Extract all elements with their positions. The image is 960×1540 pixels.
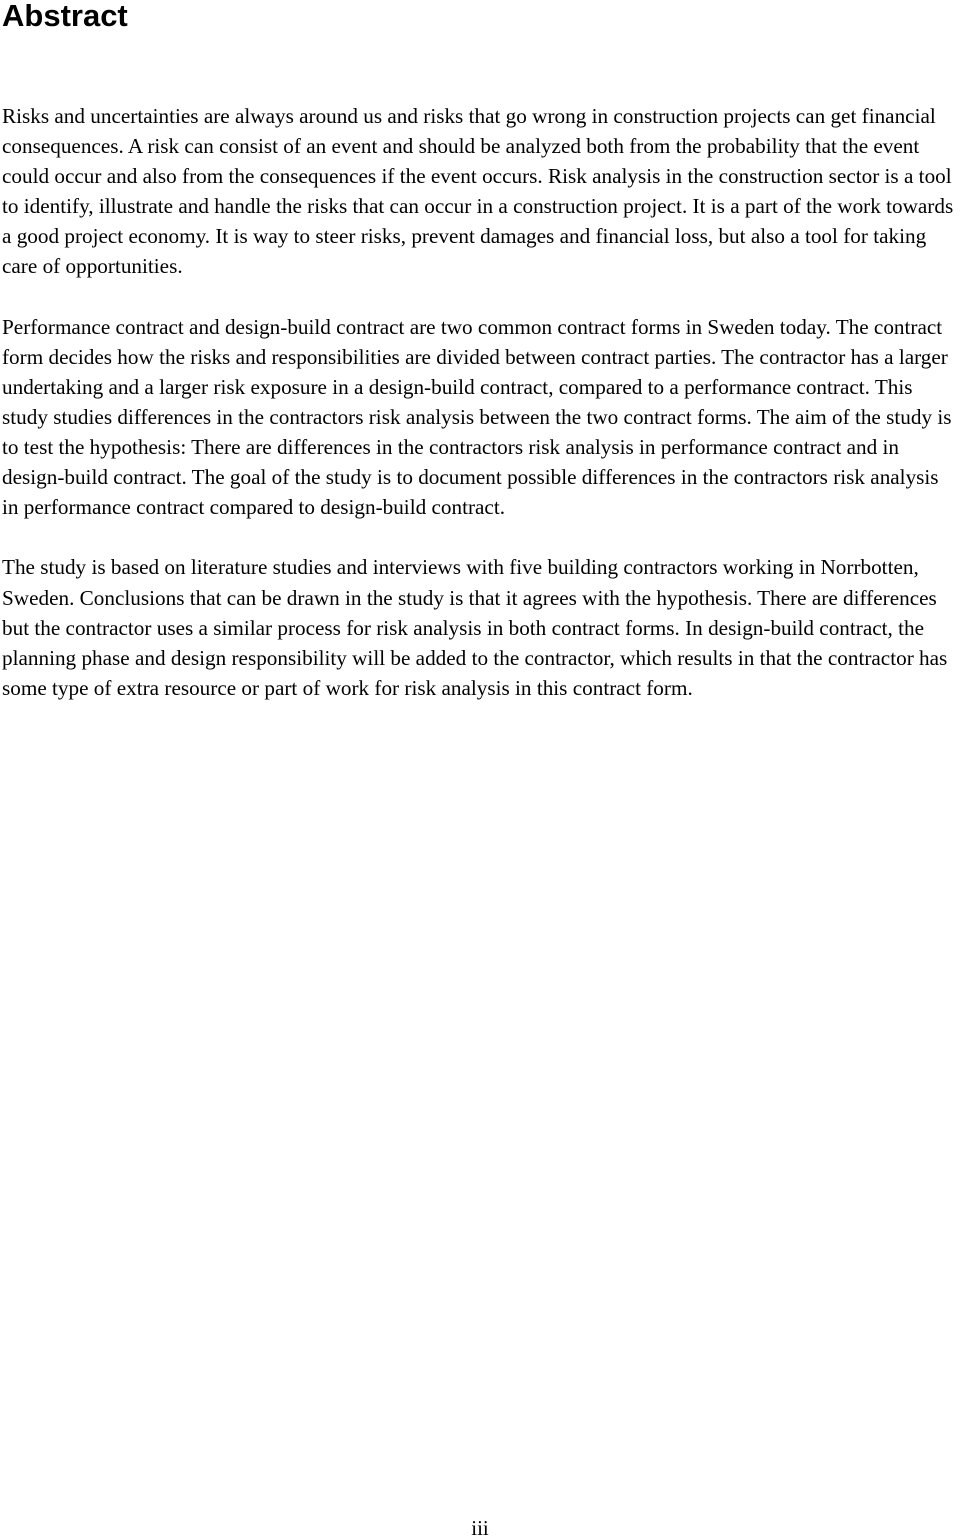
page-number: iii	[471, 1516, 489, 1540]
abstract-paragraph-1: Risks and uncertainties are always around us and risks that go wrong in construction projects can get financial consequences. A risk can consist of an event and should be analyzed both from the probability that the event could occur and also from the consequences if the event occurs. Risk analysis in the construction sector is a tool to identify, illustrate and handle the risks that can occur in a construction project. It is a part of the work towards a good project economy. It is way to steer risks, prevent damages and financial loss, but also a tool for taking care of opportunities.	[2, 104, 954, 279]
abstract-body	[2, 101, 960, 733]
page-title: Abstract	[2, 0, 128, 33]
abstract-paragraph-2: Performance contract and design-build contract are two common contract forms in Sweden today. The contract form decides how the risks and responsibilities are divided between contract parties. The contractor has a larger undertaking and a larger risk exposure in a design-build contract, compared to a performance contract. This study studies differences in the contractors risk analysis between the two contract forms. The aim of the study is to test the hypothesis: There are differences in the contractors risk analysis in performance contract and in design-build contract. The goal of the study is to document possible differences in the contractors risk analysis in performance contract compared to design-build contract.	[2, 314, 952, 520]
abstract-paragraph-3: The study is based on literature studies and interviews with five building contractors working in Norrbotten, Sweden. Conclusions that can be drawn in the study is that it agrees with the hypothesis. There are differences but the contractor uses a similar process for risk analysis in both contract forms. In design-build contract, the planning phase and design responsibility will be added to the contractor, which results in that the contractor has some type of extra resource or part of work for risk analysis in this contract form.	[2, 555, 948, 700]
